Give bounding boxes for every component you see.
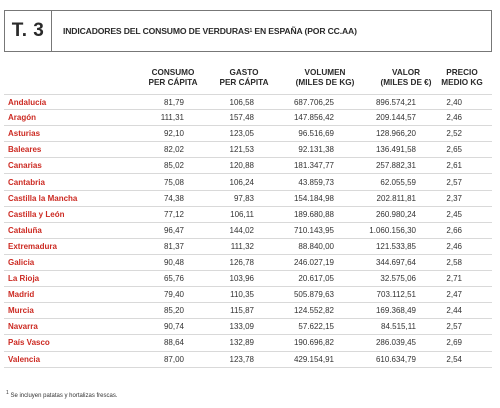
precio-cell: 2,46 (446, 113, 462, 123)
consumo-cell: 85,02 (163, 161, 184, 171)
valor-cell: 128.966,20 (375, 129, 416, 139)
region-cell: Castilla la Mancha (8, 193, 78, 203)
precio-cell: 2,61 (446, 161, 462, 171)
table-row (4, 319, 492, 335)
volumen-cell: 505.879,63 (293, 290, 334, 300)
data-table-body (4, 94, 492, 368)
region-cell: Galicia (8, 257, 35, 267)
volumen-cell: 429.154,91 (293, 354, 334, 364)
consumo-cell: 90,48 (163, 257, 184, 267)
region-cell: Cataluña (8, 225, 42, 235)
consumo-cell: 65,76 (163, 274, 184, 284)
table-row (4, 207, 492, 223)
table-code: T. 3 (5, 11, 52, 51)
region-cell: Madrid (8, 290, 35, 300)
gasto-cell: 120,88 (229, 161, 254, 171)
consumo-cell: 81,37 (163, 241, 184, 251)
consumo-cell: 88,64 (163, 338, 184, 348)
gasto-cell: 121,53 (229, 145, 254, 155)
volumen-cell: 124.552,82 (293, 306, 334, 316)
precio-cell: 2,71 (446, 274, 462, 284)
header-valor-line2: (MILES DE €) (380, 78, 432, 87)
region-cell: País Vasco (8, 338, 50, 348)
gasto-cell: 115,87 (230, 306, 254, 316)
volumen-cell: 92.131,38 (298, 145, 334, 155)
valor-cell: 344.697,64 (375, 257, 416, 267)
valor-cell: 260.980,24 (375, 209, 416, 219)
table-row (4, 142, 492, 158)
precio-cell: 2,54 (446, 354, 462, 364)
region-cell: Canarias (8, 161, 42, 171)
table-row (4, 126, 492, 142)
table-row (4, 223, 492, 239)
table-title-text: INDICADORES DEL CONSUMO DE VERDURAS (63, 26, 250, 36)
precio-cell: 2,45 (446, 209, 462, 219)
consumo-cell: 79,40 (163, 290, 184, 300)
valor-cell: 257.882,31 (375, 161, 416, 171)
consumo-cell: 75,08 (163, 177, 184, 187)
valor-cell: 286.039,45 (375, 338, 416, 348)
precio-cell: 2,37 (446, 193, 462, 203)
table-row (4, 271, 492, 287)
table-row (4, 335, 492, 351)
footnote (6, 390, 118, 399)
consumo-cell: 74,38 (163, 193, 184, 203)
header-volumen-line1: VOLUMEN (304, 68, 346, 77)
region-cell: Valencia (8, 354, 41, 364)
consumo-cell: 90,74 (163, 322, 184, 332)
valor-cell: 121.533,85 (375, 241, 416, 251)
table-row (4, 191, 492, 207)
footnote-mark: 1 (6, 390, 9, 396)
table-row (4, 239, 492, 255)
gasto-cell: 106,58 (229, 97, 254, 107)
consumo-cell: 111,31 (160, 113, 184, 123)
valor-cell: 703.112,51 (376, 290, 416, 300)
consumo-cell: 85,20 (163, 306, 184, 316)
region-cell: Aragón (8, 113, 36, 123)
gasto-cell: 123,78 (229, 354, 254, 364)
header-gasto (214, 68, 274, 88)
region-cell: Murcia (8, 306, 34, 316)
consumo-cell: 92,10 (163, 129, 184, 139)
precio-cell: 2,47 (446, 290, 462, 300)
gasto-cell: 111,32 (230, 241, 254, 251)
volumen-cell: 246.027,19 (293, 257, 334, 267)
table-row (4, 158, 492, 174)
table-row (4, 255, 492, 271)
table-row (4, 110, 492, 126)
gasto-cell: 126,78 (229, 257, 254, 267)
volumen-cell: 43.859,73 (298, 177, 334, 187)
gasto-cell: 106,24 (229, 177, 254, 187)
volumen-cell: 88.840,00 (298, 241, 334, 251)
volumen-cell: 190.696,82 (293, 338, 334, 348)
header-valor (373, 68, 439, 88)
header-consumo (143, 68, 203, 88)
consumo-cell: 96,47 (163, 225, 184, 235)
header-gasto-line1: GASTO (229, 68, 259, 77)
valor-cell: 84.515,11 (381, 322, 416, 332)
valor-cell: 610.634,79 (375, 354, 416, 364)
table-title-footnote-mark: 1 (249, 28, 253, 34)
volumen-cell: 687.706,25 (293, 97, 334, 107)
table-row (4, 352, 492, 368)
header-consumo-line1: CONSUMO (151, 68, 195, 77)
gasto-cell: 144,02 (229, 225, 254, 235)
consumo-cell: 87,00 (163, 354, 184, 364)
header-precio-line1: PRECIO (446, 68, 478, 77)
table-title (63, 11, 357, 51)
region-cell: La Rioja (8, 274, 40, 284)
precio-cell: 2,57 (446, 177, 462, 187)
table-row (4, 94, 492, 110)
volumen-cell: 96.516,69 (298, 129, 334, 139)
consumo-cell: 77,12 (163, 209, 184, 219)
region-cell: Asturias (8, 129, 41, 139)
header-precio (437, 68, 487, 88)
header-gasto-line2: PER CÁPITA (219, 78, 269, 87)
gasto-cell: 103,96 (229, 274, 254, 284)
precio-cell: 2,65 (446, 145, 462, 155)
precio-cell: 2,44 (446, 306, 462, 316)
header-consumo-line2: PER CÁPITA (148, 78, 198, 87)
gasto-cell: 110,35 (230, 290, 254, 300)
consumo-cell: 81,79 (163, 97, 184, 107)
volumen-cell: 181.347,77 (293, 161, 334, 171)
precio-cell: 2,66 (446, 225, 462, 235)
precio-cell: 2,57 (446, 322, 462, 332)
valor-cell: 1.060.156,30 (369, 225, 416, 235)
region-cell: Andalucía (8, 97, 47, 107)
volumen-cell: 57.622,15 (298, 322, 334, 332)
valor-cell: 62.055,59 (380, 177, 416, 187)
valor-cell: 896.574,21 (375, 97, 416, 107)
table-row (4, 303, 492, 319)
volumen-cell: 147.856,42 (293, 113, 334, 123)
table-title-suffix: EN ESPAÑA (POR CC.AA) (252, 26, 357, 36)
gasto-cell: 133,09 (229, 322, 254, 332)
valor-cell: 169.368,49 (375, 306, 416, 316)
region-cell: Castilla y León (8, 209, 65, 219)
valor-cell: 136.491,58 (375, 145, 416, 155)
volumen-cell: 20.617,05 (298, 274, 334, 284)
gasto-cell: 157,48 (229, 113, 254, 123)
header-volumen (290, 68, 360, 88)
region-cell: Baleares (8, 145, 42, 155)
table-title-box (4, 10, 492, 52)
region-cell: Extremadura (8, 241, 57, 251)
region-cell: Navarra (8, 322, 38, 332)
region-cell: Cantabria (8, 177, 45, 187)
gasto-cell: 132,89 (229, 338, 254, 348)
valor-cell: 32.575,06 (380, 274, 416, 284)
valor-cell: 202.811,81 (376, 193, 416, 203)
gasto-cell: 106,11 (230, 209, 254, 219)
volumen-cell: 154.184,98 (293, 193, 334, 203)
header-volumen-line2: (MILES DE KG) (295, 78, 355, 87)
volumen-cell: 189.680,88 (293, 209, 334, 219)
consumo-cell: 82,02 (163, 145, 184, 155)
precio-cell: 2,46 (446, 241, 462, 251)
table-row (4, 287, 492, 303)
gasto-cell: 123,05 (229, 129, 254, 139)
header-precio-line2: MEDIO KG (441, 78, 483, 87)
gasto-cell: 97,83 (233, 193, 254, 203)
header-valor-line1: VALOR (391, 68, 421, 77)
precio-cell: 2,58 (446, 257, 462, 267)
precio-cell: 2,52 (446, 129, 462, 139)
table-row (4, 174, 492, 190)
volumen-cell: 710.143,95 (293, 225, 334, 235)
precio-cell: 2,40 (446, 97, 462, 107)
precio-cell: 2,69 (446, 338, 462, 348)
valor-cell: 209.144,57 (375, 113, 416, 123)
footnote-text: Se incluyen patatas y hortalizas frescas. (8, 393, 118, 399)
